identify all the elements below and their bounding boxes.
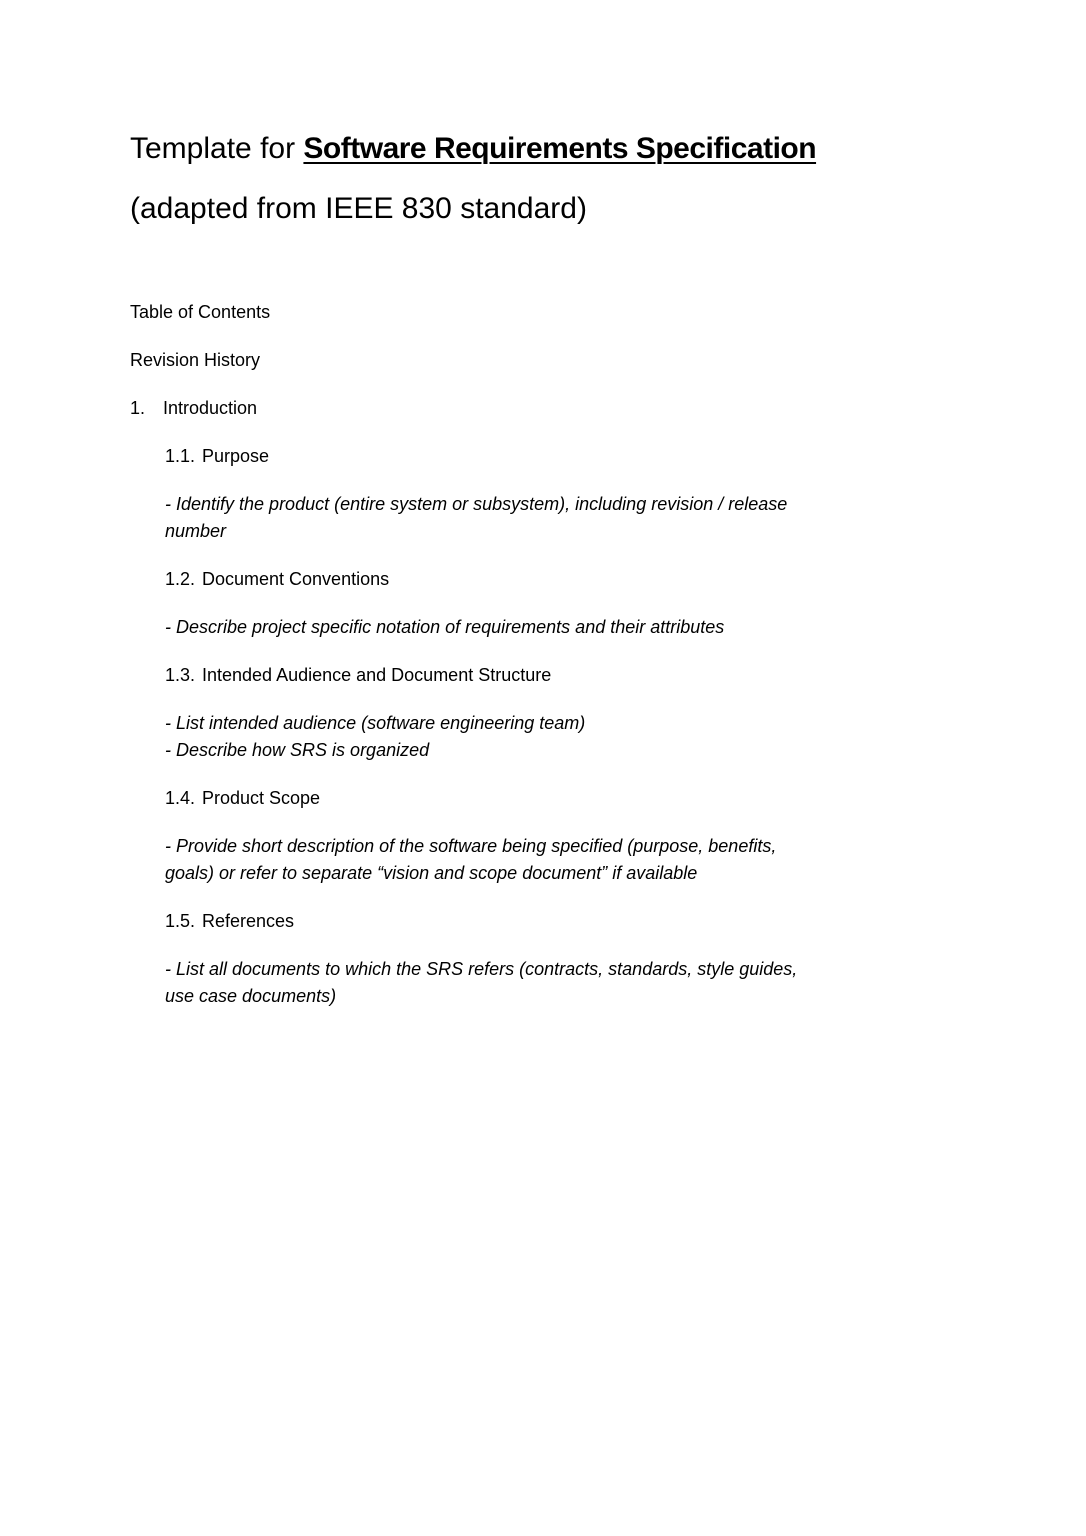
- outline-heading-introduction: [130, 395, 966, 422]
- note-product-scope: [165, 833, 966, 887]
- note-line: use case documents): [165, 986, 337, 1006]
- outline-heading-references: [165, 908, 966, 935]
- outline-heading-intended-audience: [165, 662, 966, 689]
- revision-history-heading: Revision History: [130, 350, 261, 370]
- note-line: number: [165, 521, 227, 541]
- note-line: - List intended audience (software engineering team): [165, 713, 586, 733]
- note-purpose: [165, 491, 966, 545]
- note-line: - Describe project specific notation of requirements and their attributes: [165, 617, 725, 637]
- heading-label: Intended Audience and Document Structure: [202, 665, 552, 685]
- note-line: - List all documents to which the SRS refers (contracts, standards, style guides,: [165, 959, 798, 979]
- heading-number: 1.4.: [165, 788, 196, 808]
- document-title: [130, 130, 966, 167]
- heading-label: Introduction: [163, 398, 258, 418]
- heading-number: 1.2.: [165, 569, 196, 589]
- document-subtitle: (adapted from IEEE 830 standard): [130, 192, 587, 225]
- outline-heading-product-scope: [165, 785, 966, 812]
- note-intended-audience: [165, 710, 966, 764]
- heading-label: References: [202, 911, 295, 931]
- toc-heading: Table of Contents: [130, 302, 271, 322]
- heading-label: Product Scope: [202, 788, 321, 808]
- note-line: - Provide short description of the software being specified (purpose, benefits,: [165, 836, 777, 856]
- title-emphasis: Software Requirements Specification: [303, 132, 817, 165]
- note-line: goals) or refer to separate “vision and scope document” if available: [165, 863, 698, 883]
- heading-number: 1.: [130, 398, 146, 418]
- heading-number: 1.5.: [165, 911, 196, 931]
- heading-label: Document Conventions: [202, 569, 390, 589]
- note-line: - Identify the product (entire system or subsystem), including revision / release: [165, 494, 788, 514]
- note-line: - Describe how SRS is organized: [165, 740, 430, 760]
- note-document-conventions: [165, 614, 966, 641]
- heading-number: 1.1.: [165, 446, 196, 466]
- outline-heading-document-conventions: [165, 566, 966, 593]
- heading-number: 1.3.: [165, 665, 196, 685]
- title-prefix: Template for: [130, 132, 304, 165]
- note-references: [165, 956, 966, 1010]
- outline-heading-purpose: [165, 443, 966, 470]
- heading-label: Purpose: [202, 446, 270, 466]
